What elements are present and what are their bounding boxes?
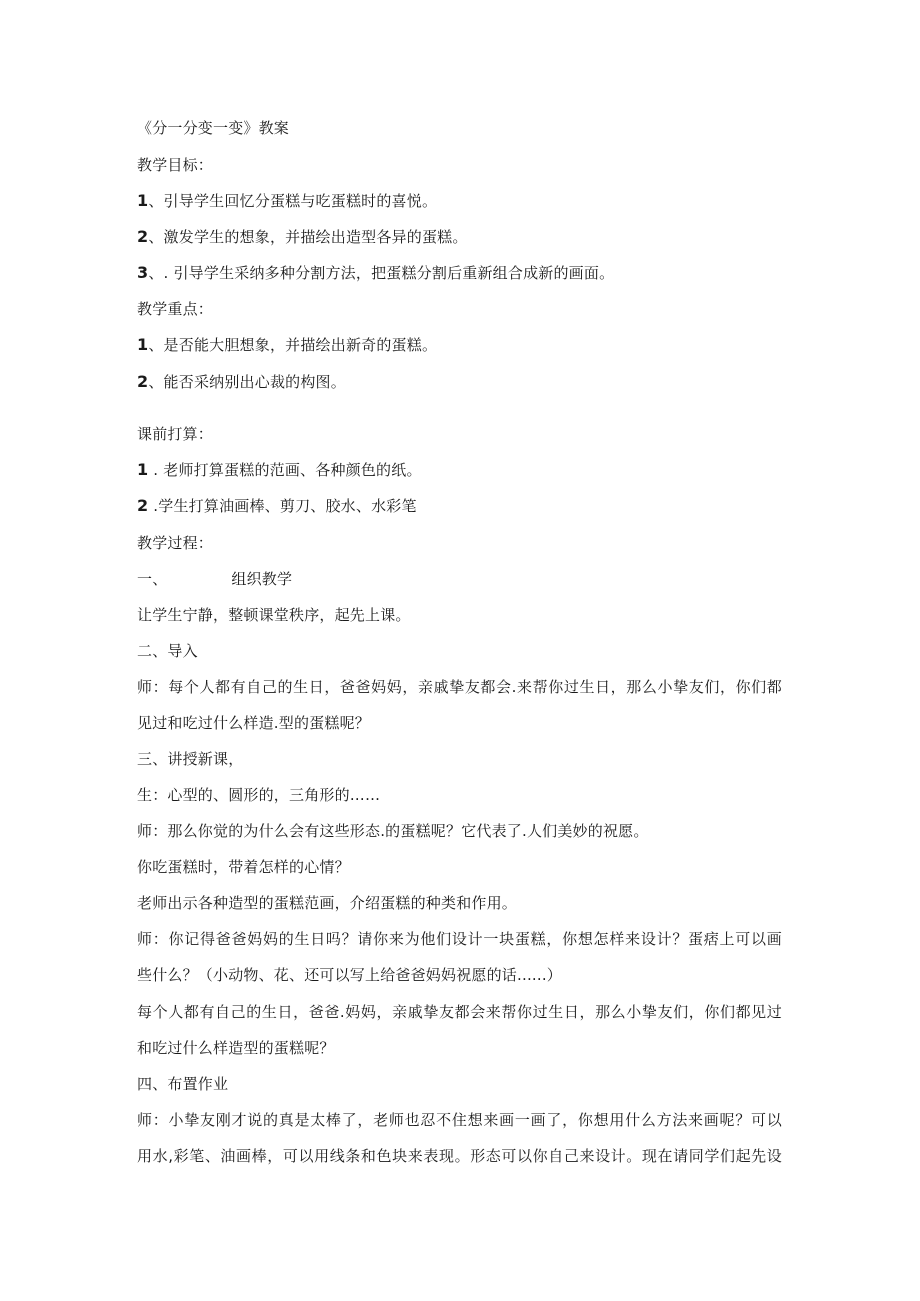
prep-item: [137, 496, 417, 516]
prep-heading: 课前打算：: [137, 425, 214, 443]
prep-item-number: 2: [137, 496, 149, 515]
goal-item-text: 、激发学生的想象，并描绘出造型各异的蛋糕。: [148, 228, 468, 246]
section-three-heading: 三、讲授新课，: [137, 750, 244, 768]
section-four-heading: 四、布置作业: [137, 1075, 229, 1093]
paragraph-line: 用水,彩笔、油画棒，可以用线条和色块来表现。形态可以你自己来设计。现在请同学们起先设: [137, 1147, 782, 1165]
section-one-text: 让学生宁静，整顿课堂秩序，起先上课。: [137, 606, 411, 624]
focus-item-text: 、能否采纳别出心裁的构图。: [148, 373, 346, 391]
prep-item: [137, 460, 422, 480]
goal-item-number: 3: [137, 263, 149, 282]
paragraph-line: 和吃过什么样造型的蛋糕呢？: [137, 1039, 335, 1057]
paragraph-line: 每个人都有自己的生日，爸爸.妈妈，亲戚挚友都会来帮你过生日，那么小挚友们，你们都见过: [137, 1003, 782, 1021]
focus-item-number: 1: [137, 335, 149, 354]
focus-item-text: 、是否能大胆想象，并描绘出新奇的蛋糕。: [148, 336, 438, 354]
goal-item: [137, 227, 468, 247]
paragraph-line: 师：你记得爸爸妈妈的生日吗？请你来为他们设计一块蛋糕，你想怎样来设计？蛋痞上可以画: [137, 930, 782, 948]
section-one-heading: [137, 569, 292, 589]
goal-item-number: 1: [137, 191, 149, 210]
paragraph-line: 师：每个人都有自己的生日，爸爸妈妈，亲戚挚友都会.来帮你过生日，那么小挚友们，你们都: [137, 678, 782, 696]
goal-item: [137, 263, 614, 283]
process-heading: 教学过程：: [137, 534, 214, 552]
paragraph-line: 老师出示各种造型的蛋糕范画，介绍蛋糕的种类和作用。: [137, 894, 518, 912]
focus-item-number: 2: [137, 372, 149, 391]
paragraph-line: 师：那么你觉的为什么会有这些形态.的蛋糕呢？它代表了.人们美妙的祝愿。: [137, 822, 649, 840]
paragraph-line: 你吃蛋糕时，带着怎样的心情？: [137, 858, 350, 876]
section-one-number: 一、: [137, 570, 168, 588]
paragraph-line: 师：小挚友刚才说的真是太棒了，老师也忍不住想来画一画了，你想用什么方法来画呢？可以: [137, 1111, 782, 1129]
prep-item-number: 1: [137, 460, 149, 479]
focus-item: [137, 372, 346, 392]
paragraph-line: 些什么？（小动物、花、还可以写上给爸爸妈妈祝愿的话......）: [137, 966, 563, 984]
prep-item-text: .学生打算油画棒、剪刀、胶水、水彩笔: [148, 497, 417, 515]
goal-item-text: 、引导学生回忆分蛋糕与吃蛋糕时的喜悦。: [148, 192, 438, 210]
prep-item-text: . 老师打算蛋糕的范画、各种颜色的纸。: [148, 461, 422, 479]
goal-item-text: 、. 引导学生采纳多种分割方法，把蛋糕分割后重新组合成新的画面。: [148, 264, 615, 282]
paragraph-line: 见过和吃过什么样造.型的蛋糕呢？: [137, 714, 370, 732]
focus-item: [137, 335, 437, 355]
section-two-heading: 二、导入: [137, 642, 198, 660]
focus-heading: 教学重点：: [137, 300, 214, 318]
goal-item-number: 2: [137, 227, 149, 246]
paragraph-line: 生：心型的、圆形的，三角形的……: [137, 786, 381, 804]
section-one-title: 组织教学: [231, 570, 293, 588]
goals-heading: 教学目标：: [137, 156, 214, 174]
goal-item: [137, 191, 437, 211]
document-title: 《分一分变一变》教案: [137, 119, 290, 137]
